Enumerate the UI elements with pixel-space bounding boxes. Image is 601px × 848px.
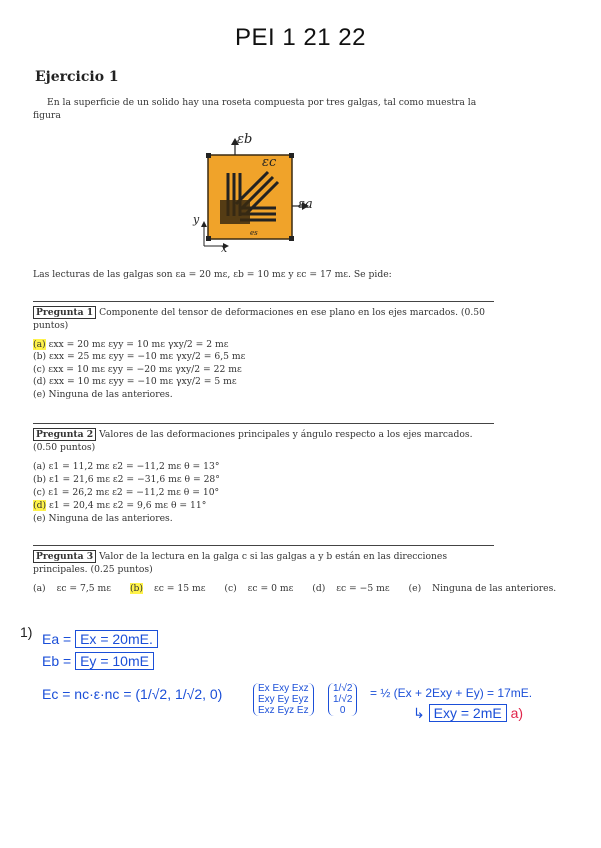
- question-2-tag: Pregunta 2: [33, 428, 96, 441]
- q1-option-a[interactable]: [33, 339, 229, 351]
- label-ea: εa: [298, 197, 313, 212]
- hand-strain-tensor: [253, 683, 314, 716]
- hand-line-eb: [42, 653, 154, 669]
- exercise-heading: Ejercicio 1: [35, 69, 119, 85]
- question-1: [33, 306, 494, 332]
- q2-option-c-letter: (c): [33, 487, 46, 498]
- q3-option-a-letter: (a): [33, 583, 46, 594]
- label-ec: εc: [262, 155, 277, 170]
- q3-option-b-text: εc = 15 mε: [153, 583, 206, 594]
- plate-corner: [289, 236, 294, 241]
- q2-option-e-letter: (e): [33, 513, 46, 524]
- q3-options: [33, 583, 572, 594]
- label-eb: εb: [237, 132, 253, 147]
- gauge-readings: Las lecturas de las galgas son εa = 20 mε, εb = 10 mε y εc = 17 mε. Se pide:: [33, 269, 392, 280]
- hand-ey-boxed: Ey = 10mE: [75, 652, 154, 670]
- q2-option-d[interactable]: [33, 500, 206, 512]
- q2-option-c-text: ε1 = 26,2 mε ε2 = −11,2 mε θ = 10°: [48, 487, 220, 498]
- q2-option-a-letter: (a): [33, 461, 46, 472]
- q3-option-d[interactable]: [312, 583, 397, 594]
- q1-option-c-text: εxx = 10 mε εyy = −20 mε γxy/2 = 22 mε: [48, 364, 242, 375]
- q2-option-b[interactable]: [33, 474, 220, 486]
- tensor-row: Exy Ey Eyz: [258, 694, 309, 705]
- result-arrow-icon: ↳: [413, 705, 425, 721]
- question-1-tag: Pregunta 1: [33, 306, 96, 319]
- q2-option-e[interactable]: [33, 513, 173, 525]
- q1-option-b-letter: (b): [33, 351, 47, 362]
- vector-row: 1/√2: [333, 683, 353, 694]
- q2-option-c[interactable]: [33, 487, 219, 499]
- page-title: PEI 1 21 22: [235, 24, 366, 51]
- handwritten-number: 1): [20, 624, 33, 640]
- q1-option-e-text: Ninguna de las anteriores.: [48, 389, 173, 400]
- q3-option-a[interactable]: [33, 583, 119, 594]
- q2-option-a-text: ε1 = 11,2 mε ε2 = −11,2 mε θ = 13°: [48, 461, 220, 472]
- label-x: x: [221, 242, 228, 253]
- strain-rosette-figure: [190, 128, 330, 253]
- exercise-intro: En la superficie de un solido hay una roseta compuesta por tres galgas, tal como muestra la figura: [33, 97, 477, 121]
- tensor-row: Exz Eyz Ez: [258, 705, 309, 716]
- question-3-tag: Pregunta 3: [33, 550, 96, 563]
- question-2-text: Valores de las deformaciones principales y ángulo respecto a los ejes marcados. (0.50 puntos): [33, 429, 473, 453]
- plate-corner: [206, 153, 211, 158]
- rosette-plate: [208, 155, 292, 239]
- q1-option-a-letter: (a): [33, 339, 46, 350]
- question-2: [33, 428, 494, 454]
- q3-option-d-text: εc = −5 mε: [336, 583, 390, 594]
- hand-result: [413, 705, 523, 722]
- q3-option-e[interactable]: [409, 583, 565, 594]
- hand-ea-label: Ea =: [42, 631, 72, 647]
- hand-direction-vector: [328, 683, 357, 716]
- q2-option-b-letter: (b): [33, 474, 47, 485]
- q3-option-b-letter: (b): [129, 583, 144, 594]
- q3-option-c-letter: (c): [224, 583, 237, 594]
- question-3: [33, 550, 494, 576]
- gauge-pads: [220, 200, 250, 224]
- q1-option-b[interactable]: [33, 351, 245, 363]
- q1-option-c-letter: (c): [33, 364, 46, 375]
- question-divider: [33, 301, 494, 302]
- q3-option-b[interactable]: [130, 583, 214, 594]
- question-divider: [33, 423, 494, 424]
- q1-option-a-text: εxx = 20 mε εyy = 10 mε γxy/2 = 2 mε: [48, 339, 229, 350]
- question-divider: [33, 545, 494, 546]
- hand-line-ea: [42, 631, 158, 647]
- q1-option-e[interactable]: [33, 389, 173, 401]
- hand-eb-label: Eb =: [42, 653, 72, 669]
- hand-exy-boxed: Exy = 2mE: [429, 704, 507, 722]
- q1-option-b-text: εxx = 25 mε εyy = −10 mε γxy/2 = 6,5 mε: [48, 351, 246, 362]
- label-y: y: [193, 213, 200, 226]
- q3-option-c-text: εc = 0 mε: [247, 583, 294, 594]
- question-3-text: Valor de la lectura en la galga c si las galgas a y b están en las direcciones principales. (0.25 puntos): [33, 551, 448, 575]
- q2-option-d-letter: (d): [33, 500, 47, 511]
- q2-option-d-text: ε1 = 20,4 mε ε2 = 9,6 mε θ = 11°: [48, 500, 207, 511]
- q1-option-d-letter: (d): [33, 376, 47, 387]
- hand-ec-lhs: Ec = nc·ε·nc = (1/√2, 1/√2, 0): [42, 686, 223, 702]
- q2-option-b-text: ε1 = 21,6 mε ε2 = −31,6 mε θ = 28°: [48, 474, 220, 485]
- q3-option-e-letter: (e): [408, 583, 422, 594]
- q3-option-e-text: Ninguna de las anteriores.: [432, 583, 557, 594]
- q3-option-c[interactable]: [224, 583, 301, 594]
- hand-ec-rhs: = ½ (Ex + 2Exy + Ey) = 17mE.: [370, 686, 533, 700]
- hand-ex-boxed: Ex = 20mE.: [75, 630, 158, 648]
- q1-option-c[interactable]: [33, 364, 242, 376]
- q1-option-e-letter: (e): [33, 389, 46, 400]
- q3-option-a-text: εc = 7,5 mε: [56, 583, 112, 594]
- question-1-text: Componente del tensor de deformaciones en ese plano en los ejes marcados. (0.50 puntos): [33, 307, 485, 331]
- vector-row: 0: [339, 705, 346, 716]
- q1-option-d-text: εxx = 10 mε εyy = −10 mε γxy/2 = 5 mε: [48, 376, 237, 387]
- q3-option-d-letter: (d): [312, 583, 326, 594]
- plate-corner: [289, 153, 294, 158]
- q2-option-a[interactable]: [33, 461, 219, 473]
- plate-corner: [206, 236, 211, 241]
- q1-option-d[interactable]: [33, 376, 237, 388]
- hand-answer: a): [510, 705, 524, 721]
- tensor-row: Ex Exy Exz: [258, 683, 309, 694]
- vector-row: 1/√2: [333, 694, 353, 705]
- q2-option-e-text: Ninguna de las anteriores.: [48, 513, 173, 524]
- label-tag: es: [250, 229, 258, 237]
